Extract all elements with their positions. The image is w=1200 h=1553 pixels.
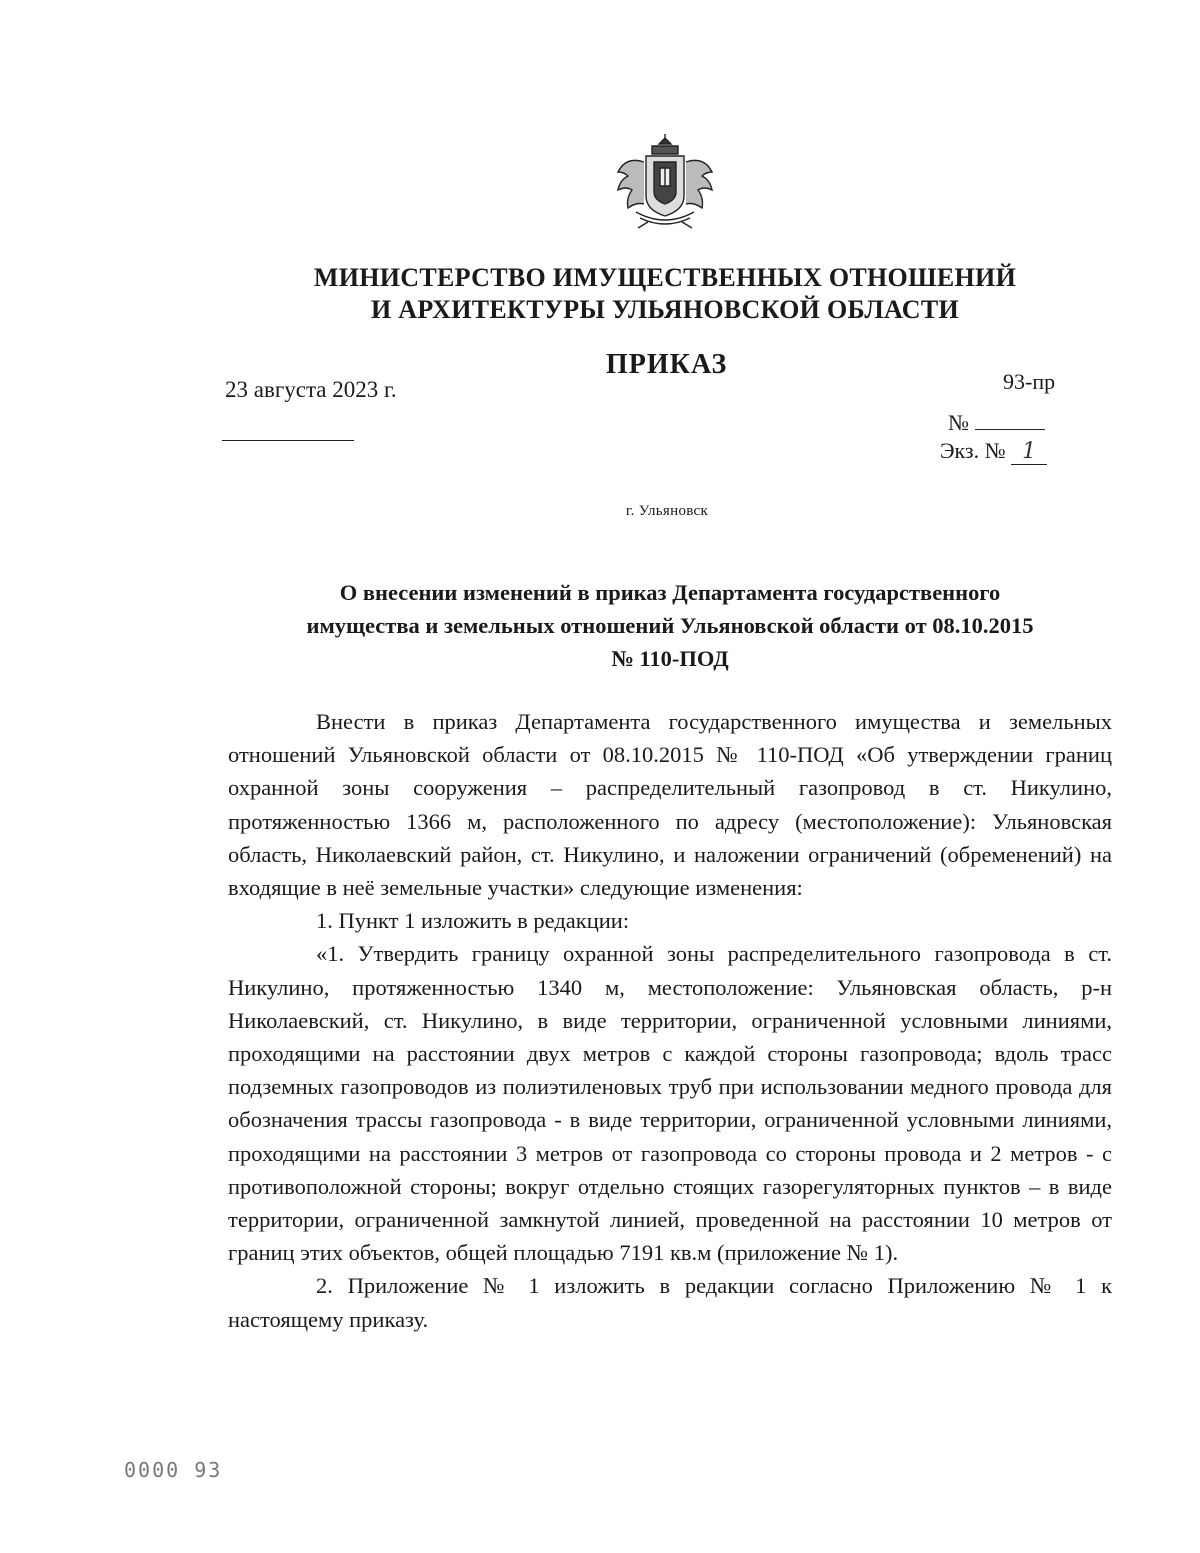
subject-line-3: № 110-ПОД bbox=[611, 646, 729, 671]
number-label: № bbox=[948, 410, 969, 435]
document-type-title: ПРИКАЗ bbox=[606, 349, 728, 380]
copy-number-field bbox=[940, 438, 1047, 465]
body-paragraph-3: «1. Утвердить границу охранной зоны распределительного газопровода в ст. Никулино, протяженностью 1340 м, местоположение: Ульяновская область, р-н Николаевский, ст. Никулино, в виде территории, ограниченной условными линиями, проходящими на расстоянии двух метров с каждой стороны газопровода; вдоль трасс подземных газопроводов из полиэтиленовых труб при использовании медного провода для обозначения трассы газопровода - в виде территории, ограниченной условными линиями, проходящими на расстоянии 3 метров от газопровода со стороны провода и 2 метров - с противоположной стороны; вокруг отдельно стоящих газорегуляторных пунктов – в виде территории, ограниченной замкнутой линией, проведенной на расстоянии 10 метров от границ этих объектов, общей площадью 7191 кв.м (приложение № 1). bbox=[228, 941, 1112, 1266]
number-field bbox=[948, 410, 1045, 436]
ministry-line-1: МИНИСТЕРСТВО ИМУЩЕСТВЕННЫХ ОТНОШЕНИЙ bbox=[313, 263, 1017, 292]
body-paragraph-2: 1. Пункт 1 изложить в редакции: bbox=[316, 908, 630, 934]
body-paragraph-4: 2. Приложение № 1 изложить в редакции согласно Приложению № 1 к настоящему приказу. bbox=[228, 1273, 1112, 1332]
subject-line-2: имущества и земельных отношений Ульяновской области от 08.10.2015 bbox=[306, 613, 1034, 638]
coat-of-arms-icon bbox=[606, 132, 724, 232]
ministry-name bbox=[0, 262, 1200, 326]
copy-label: Экз. № bbox=[940, 438, 1006, 463]
page-stamp-code: 0000 93 bbox=[124, 1458, 223, 1482]
document-subject bbox=[230, 576, 1110, 675]
body-paragraph-1: Внести в приказ Департамента государственного имущества и земельных отношений Ульяновской области от 08.10.2015 № 110-ПОД «Об утверждении границ охранной зоны сооружения – распределительный газопровод в ст. Никулино, протяженностью 1366 м, расположенного по адресу (местоположение): Ульяновская область, Николаевский район, ст. Никулино, и наложении ограничений (обременений) на входящие в неё земельные участки» следующие изменения: bbox=[228, 709, 1112, 901]
ministry-line-2: И АРХИТЕКТУРЫ УЛЬЯНОВСКОЙ ОБЛАСТИ bbox=[370, 295, 960, 324]
city-name: г. Ульяновск bbox=[625, 503, 709, 519]
document-date: 23 августа 2023 г. bbox=[225, 377, 397, 402]
copy-number-handwritten: 1 bbox=[1011, 439, 1047, 465]
date-underline bbox=[222, 440, 354, 441]
number-blank bbox=[975, 411, 1045, 430]
subject-line-1: О внесении изменений в приказ Департамента государственного bbox=[339, 580, 1001, 605]
document-body bbox=[228, 705, 1112, 1336]
document-number: 93-пр bbox=[1003, 369, 1056, 394]
